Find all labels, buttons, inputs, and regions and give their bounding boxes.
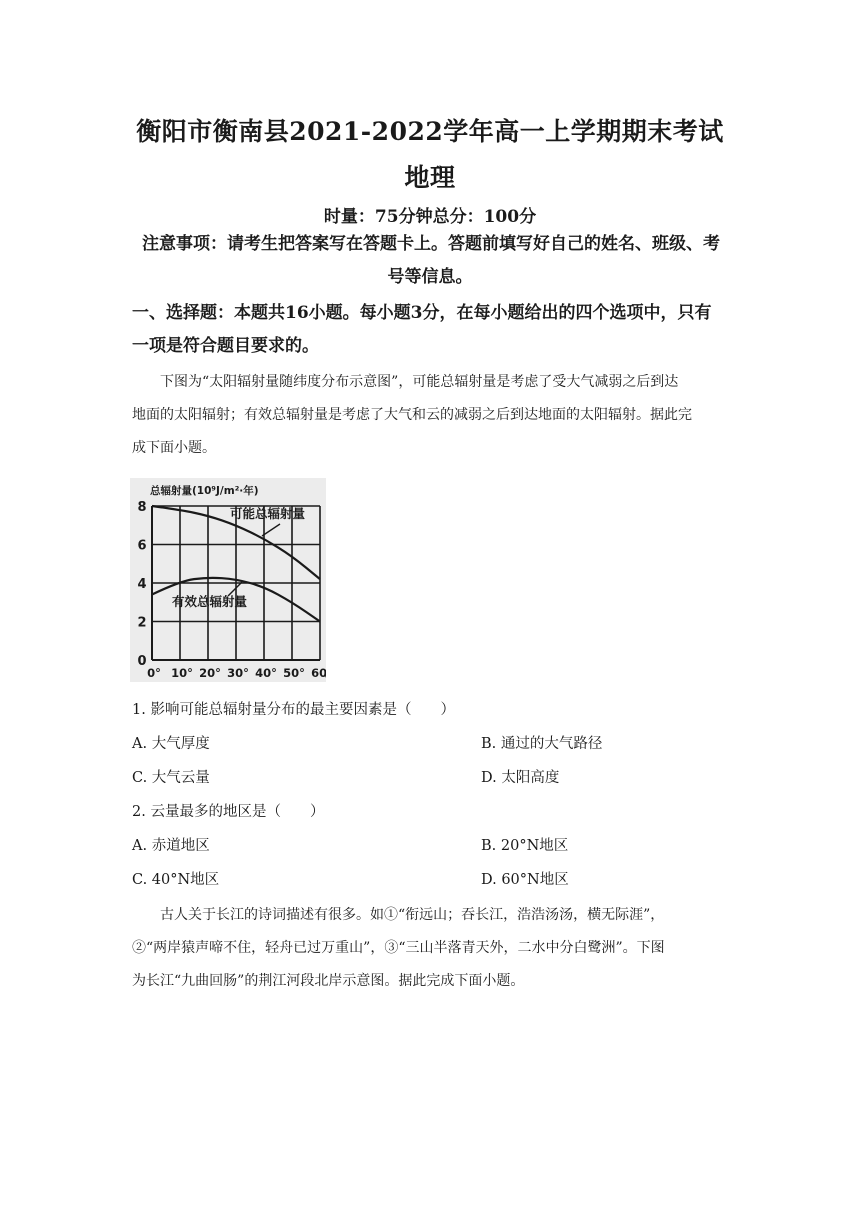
x-tick-label: 20° (199, 666, 221, 680)
notice-line-2: 号等信息。 (387, 267, 473, 287)
intro1-line-1: 下图为“太阳辐射量随纬度分布示意图”，可能总辐射量是考虑了受大气减弱之后到达 (160, 374, 679, 390)
y-axis-label: 总辐射量(10⁹J/m²·年) (150, 485, 259, 497)
y-tick-label: 6 (137, 538, 147, 554)
subject-title: 地理 (404, 163, 456, 192)
intro1-line-3: 成下面小题。 (132, 440, 216, 456)
time-info: 时量：75分钟总分：100分 (323, 207, 537, 227)
y-tick-label: 0 (137, 654, 147, 669)
x-tick-label: 40° (255, 666, 277, 680)
q1-stem: 1. 影响可能总辐射量分布的最主要因素是（ ） (132, 702, 455, 718)
q2-option-a: A. 赤道地区 (132, 838, 210, 854)
intro2-line-3: 为长江“九曲回肠”的荆江河段北岸示意图。据此完成下面小题。 (132, 973, 525, 989)
q1-option-c: C. 大气云量 (132, 770, 210, 786)
intro2-line-2: ②“两岸猿声啼不住，轻舟已过万重山”，③“三山半落青天外，二水中分白鹭洲”。下图 (132, 940, 665, 956)
y-tick-label: 4 (137, 577, 147, 592)
x-axis-label (324, 669, 326, 680)
q1-option-b: B. 通过的大气路径 (481, 736, 603, 752)
intro2-line-1: 古人关于长江的诗词描述有很多。如①“衔远山；吞长江，浩浩汤汤，横无际涯”， (160, 907, 665, 923)
q2-stem: 2. 云量最多的地区是（ ） (132, 804, 325, 820)
section1-line-1: 一、选择题：本题共16小题。每小题3分，在每小题给出的四个选项中，只有 (132, 303, 712, 323)
y-tick-label: 2 (137, 615, 147, 631)
notice-line-1: 注意事项：请考生把答案写在答题卡上。答题前填写好自己的姓名、班级、考 (142, 234, 720, 254)
x-tick-label: 10° (171, 666, 193, 680)
x-tick-label: 0° (147, 666, 161, 680)
q1-option-d: D. 太阳高度 (481, 770, 560, 786)
intro1-line-2: 地面的太阳辐射；有效总辐射量是考虑了大气和云的减弱之后到达地面的太阳辐射。据此完 (132, 407, 692, 423)
q2-option-b: B. 20°N地区 (481, 838, 569, 854)
radiation-chart (130, 478, 326, 682)
exam-title: 衡阳市衡南县2021-2022学年高一上学期期末考试 (136, 117, 724, 146)
x-tick-label: 60 (311, 666, 326, 680)
q2-option-c: C. 40°N地区 (132, 872, 220, 888)
q1-option-a: A. 大气厚度 (132, 736, 210, 752)
section1-line-2: 一项是符合题目要求的。 (132, 336, 319, 356)
radiation-chart-svg (130, 478, 326, 682)
series-label: 可能总辐射量 (230, 506, 306, 521)
x-tick-label: 30° (227, 666, 249, 680)
x-tick-label: 50° (283, 666, 305, 680)
y-tick-label: 8 (137, 500, 147, 515)
series-label: 有效总辐射量 (172, 594, 248, 609)
q2-option-d: D. 60°N地区 (481, 872, 569, 888)
